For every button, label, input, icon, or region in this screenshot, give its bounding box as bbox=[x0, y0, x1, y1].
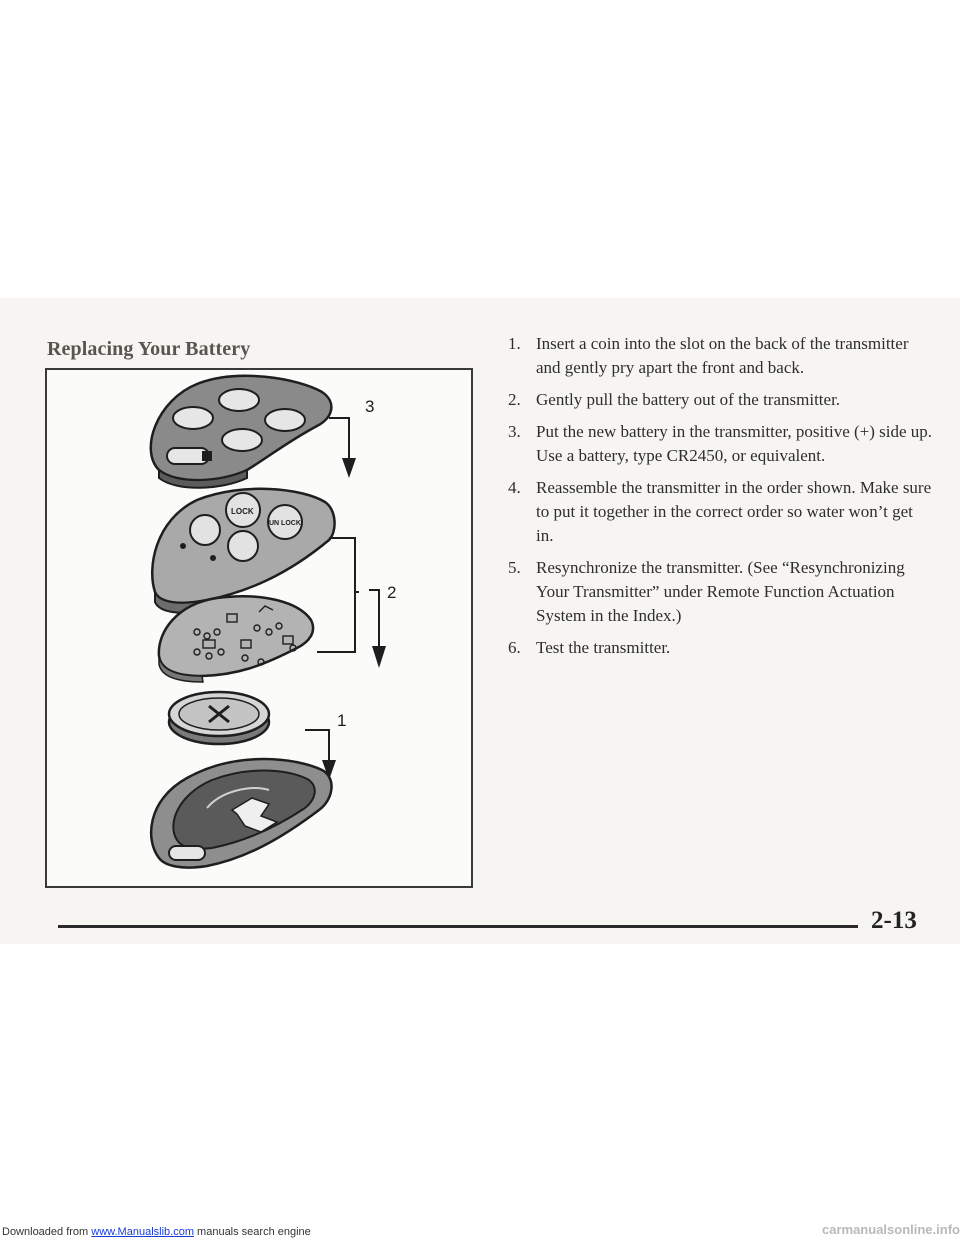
transmitter-top-cover bbox=[151, 376, 332, 488]
step-number: 4. bbox=[508, 478, 521, 497]
callout-number-3: 3 bbox=[365, 397, 375, 416]
step-number: 5. bbox=[508, 558, 521, 577]
transmitter-back-case bbox=[151, 759, 331, 868]
battery-cr2450 bbox=[169, 692, 269, 744]
list-item bbox=[503, 388, 933, 412]
step-number: 6. bbox=[508, 638, 521, 657]
callout-number-1: 1 bbox=[337, 711, 347, 730]
transmitter-exploded-illustration bbox=[47, 370, 471, 886]
step-number: 1. bbox=[508, 334, 521, 353]
footer-divider bbox=[58, 925, 858, 928]
section-title: Replacing Your Battery bbox=[47, 338, 251, 360]
unlock-button-label: UN LOCK bbox=[269, 520, 301, 527]
battery-replacement-steps bbox=[503, 332, 933, 668]
step-text: Resynchronize the transmitter. (See “Resynchronizing Your Transmitter” under Remote Function Actuation System in the Index.) bbox=[536, 558, 905, 625]
manualslib-link[interactable]: www.Manualslib.com bbox=[91, 1226, 194, 1238]
exploded-view-figure bbox=[45, 368, 473, 888]
list-item bbox=[503, 556, 933, 628]
step-text: Insert a coin into the slot on the back of the transmitter and gently pry apart the front and back. bbox=[536, 334, 909, 377]
step-text: Gently pull the battery out of the transmitter. bbox=[536, 390, 841, 409]
list-item bbox=[503, 636, 933, 660]
list-item bbox=[503, 332, 933, 380]
transmitter-button-pad bbox=[152, 489, 334, 613]
step-text: Put the new battery in the transmitter, positive (+) side up. Use a battery, type CR2450, or equivalent. bbox=[536, 422, 933, 465]
callout-number-2: 2 bbox=[387, 583, 397, 602]
download-banner bbox=[2, 1226, 311, 1238]
download-banner-prefix: Downloaded from bbox=[2, 1226, 89, 1238]
arrow-down-icon bbox=[372, 646, 386, 668]
download-banner-suffix: manuals search engine bbox=[197, 1226, 311, 1238]
step-text: Test the transmitter. bbox=[536, 638, 671, 657]
arrow-down-icon bbox=[342, 458, 356, 478]
lock-button-label: LOCK bbox=[231, 507, 254, 516]
page-number: 2-13 bbox=[871, 907, 917, 934]
list-item bbox=[503, 420, 933, 468]
step-number: 3. bbox=[508, 422, 521, 441]
list-item bbox=[503, 476, 933, 548]
step-text: Reassemble the transmitter in the order shown. Make sure to put it together in the correct order so water won’t get in. bbox=[536, 478, 932, 545]
step-number: 2. bbox=[508, 390, 521, 409]
watermark: carmanualsonline.info bbox=[822, 1222, 960, 1237]
